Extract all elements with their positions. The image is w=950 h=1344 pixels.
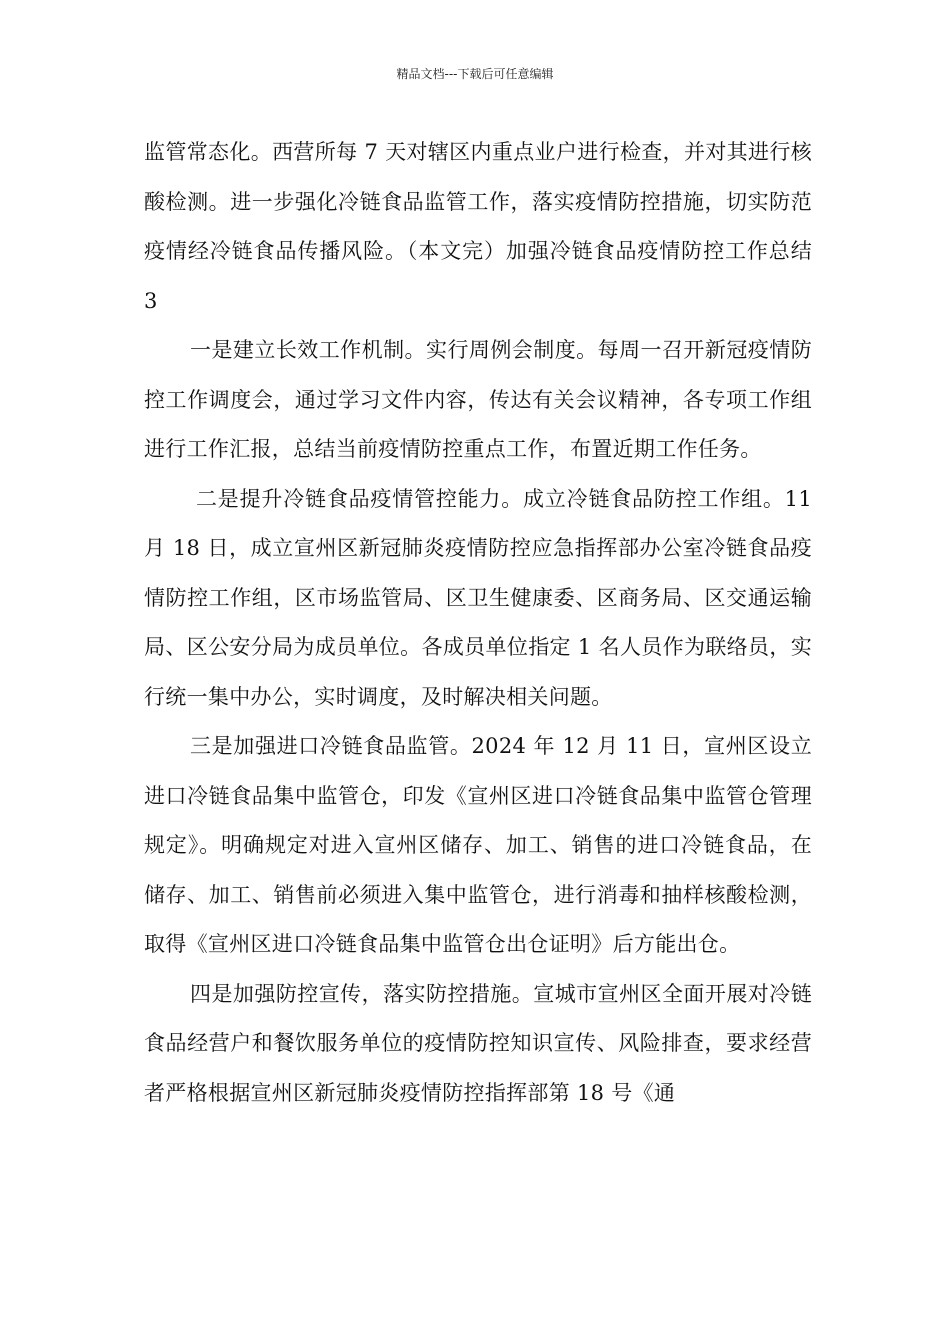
paragraph-continuation: 监管常态化。西营所每 7 天对辖区内重点业户进行检查，并对其进行核酸检测。进一步强化冷链食品监管工作，落实疫情防控措施，切实防范疫情经冷链食品传播风险。（本文完）加强冷链食品疫情防控工作总结 3 <box>144 140 812 313</box>
paragraph-import-supervision: 三是加强进口冷链食品监管。2024 年 12 月 11 日，宣州区设立进口冷链食品集中监管仓，印发《宣州区进口冷链食品集中监管仓管理规定》。明确规定对进入宣州区储存、加工、销售的进口冷链食品，在储存、加工、销售前必须进入集中监管仓，进行消毒和抽样核酸检测，取得《宣州区进口冷链食品集中监管仓出仓证明》后方能出仓。 <box>144 734 812 956</box>
paragraph-capacity: 二是提升冷链食品疫情管控能力。成立冷链食品防控工作组。11 月 18 日，成立宣州区新冠肺炎疫情防控应急指挥部办公室冷链食品疫情防控工作组，区市场监管局、区卫生健康委、区商务局、区交通运输局、区公安分局为成员单位。各成员单位指定 1 名人员作为联络员，实行统一集中办公，实时调度，及时解决相关问题。 <box>144 486 812 709</box>
paragraph-mechanism: 一是建立长效工作机制。实行周例会制度。每周一召开新冠疫情防控工作调度会，通过学习文件内容，传达有关会议精神，各专项工作组进行工作汇报，总结当前疫情防控重点工作，布置近期工作任务。 <box>144 338 812 461</box>
page-header: 精品文档---下载后可任意编辑 <box>396 67 554 81</box>
document-body <box>144 128 812 1118</box>
paragraph-publicity: 四是加强防控宣传，落实防控措施。宣城市宣州区全面开展对冷链食品经营户和餐饮服务单位的疫情防控知识宣传、风险排查，要求经营者严格根据宣州区新冠肺炎疫情防控指挥部第 18 号《通 <box>144 981 812 1105</box>
